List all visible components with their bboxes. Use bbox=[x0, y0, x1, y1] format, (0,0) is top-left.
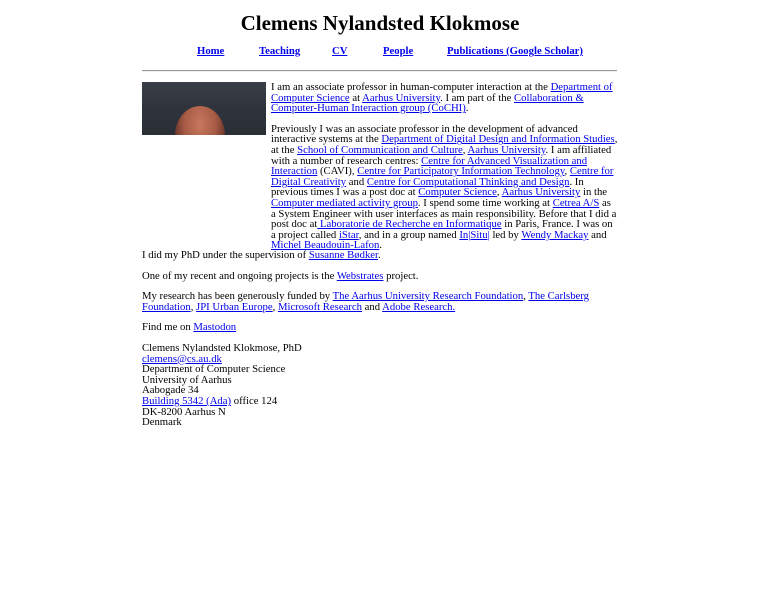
computer-science-link[interactable]: Computer Science bbox=[418, 186, 497, 199]
insitu-link[interactable]: In|Situ| bbox=[459, 228, 490, 241]
address-name: Clemens Nylandsted Klokmose, PhD bbox=[142, 341, 302, 354]
intro-section bbox=[271, 82, 618, 261]
phd-paragraph: I did my PhD under the supervision of Susanne Bødker. bbox=[142, 249, 381, 261]
address-country: Denmark bbox=[142, 416, 182, 429]
microsoft-research-link[interactable]: Microsoft Research bbox=[277, 300, 362, 313]
details-section bbox=[142, 250, 618, 428]
nav-home-link[interactable]: Home bbox=[197, 45, 225, 57]
istar-link[interactable]: iStar bbox=[338, 228, 359, 241]
cetrea-link[interactable]: Cetrea A/S bbox=[552, 196, 600, 209]
address-street: Aabogade 34 bbox=[142, 384, 199, 397]
projects-paragraph: One of my recent and ongoing projects is the Webstrates project. bbox=[142, 269, 419, 282]
adobe-research-link[interactable]: Adobe Research. bbox=[382, 300, 456, 313]
lri-link[interactable]: Laboratorie de Recherche en Informatique bbox=[317, 218, 502, 231]
address-university: University of Aarhus bbox=[142, 373, 232, 386]
cochi-group-link[interactable]: Collaboration & Computer-Human Interaction group (CoCHI) bbox=[271, 91, 584, 115]
intro-paragraph-history: Previously I was an associate professor in the development of advanced interactive systems at the Department of Digital Design and Information Studies, at the School of Communication and Culture, Aarhus University. I am affiliated with a number of research centres: Centre for Advanced Visualization and Interaction (CAVI), Centre for Participatory Information Technology, Centre for Digital Creativity and Centre for Computational Thinking and Design. In previous times I was a post doc at Computer Science, Aarhus University in the Computer mediated activity group. I spend some time working at Cetrea A/S as a System Engineer with user interfaces as main responsibility. Before that I did a post doc at Laboratorie de Recherche en Informatique in Paris, France. I was on a project called iStar, and in a group named In|Situ| led by Wendy Mackay and Michel Beaudouin-Lafon. bbox=[271, 122, 618, 252]
carlsberg-foundation-link[interactable]: The Carlsberg Foundation bbox=[142, 290, 590, 313]
nav-cv-link[interactable]: CV bbox=[332, 45, 348, 57]
header-divider bbox=[142, 70, 617, 72]
webstrates-link[interactable]: Webstrates bbox=[336, 269, 384, 282]
michel-beaudouin-lafon-link[interactable]: Michel Beaudouin-Lafon bbox=[271, 239, 380, 252]
school-communication-culture-link[interactable]: School of Communication and Culture bbox=[297, 143, 463, 156]
computational-thinking-link[interactable]: Centre for Computational Thinking and Design bbox=[366, 175, 570, 188]
cma-group-link[interactable]: Computer mediated activity group bbox=[271, 196, 418, 209]
profile-photo bbox=[142, 82, 266, 135]
aarhus-university-link[interactable]: Aarhus University bbox=[362, 91, 441, 104]
susanne-bodker-link[interactable]: Susanne Bødker bbox=[308, 249, 378, 261]
funding-paragraph: My research has been generously funded by The Aarhus University Research Foundation, The Carlsberg Foundation, JPI Urban Europe, Microsoft Research and Adobe Research. bbox=[142, 290, 590, 313]
address-office: office 124 bbox=[231, 394, 278, 407]
aarhus-university-link-2[interactable]: Aarhus University bbox=[467, 143, 546, 156]
main-nav bbox=[142, 46, 618, 60]
aarhus-university-link-3[interactable]: Aarhus University bbox=[501, 186, 581, 199]
jpi-urban-europe-link[interactable]: JPI Urban Europe bbox=[196, 300, 273, 313]
photo-head-shape bbox=[175, 106, 225, 135]
building-link[interactable]: Building 5342 (Ada) bbox=[142, 394, 232, 407]
contact-address bbox=[142, 343, 618, 428]
mastodon-link[interactable]: Mastodon bbox=[193, 321, 237, 334]
digital-design-dept-link[interactable]: Department of Digital Design and Information Studies bbox=[381, 133, 615, 146]
pit-centre-link[interactable]: Centre for Participatory Information Technology bbox=[357, 165, 565, 178]
au-research-foundation-link[interactable]: The Aarhus University Research Foundation bbox=[332, 290, 524, 303]
digital-creativity-link[interactable]: Centre for Digital Creativity bbox=[271, 165, 614, 188]
cavi-link[interactable]: Centre for Advanced Visualization and Interaction bbox=[271, 154, 588, 178]
address-city: DK-8200 Aarhus N bbox=[142, 405, 226, 418]
department-cs-link[interactable]: Department of Computer Science bbox=[271, 81, 613, 104]
page-title: Clemens Nylandsted Klokmose bbox=[240, 11, 520, 35]
nav-teaching-link[interactable]: Teaching bbox=[259, 45, 301, 57]
mastodon-paragraph: Find me on Mastodon bbox=[142, 321, 237, 334]
address-department: Department of Computer Science bbox=[142, 363, 286, 376]
email-link[interactable]: clemens@cs.au.dk bbox=[142, 352, 222, 365]
nav-people-link[interactable]: People bbox=[383, 45, 414, 57]
nav-publications-link[interactable]: Publications (Google Scholar) bbox=[447, 45, 583, 57]
intro-paragraph-current-position: I am an associate professor in human-computer interaction at the Department of Computer Science at Aarhus University. I am part of the Collaboration & Computer-Human Interaction group (CoCHI). bbox=[271, 81, 613, 115]
wendy-mackay-link[interactable]: Wendy Mackay bbox=[521, 228, 589, 241]
